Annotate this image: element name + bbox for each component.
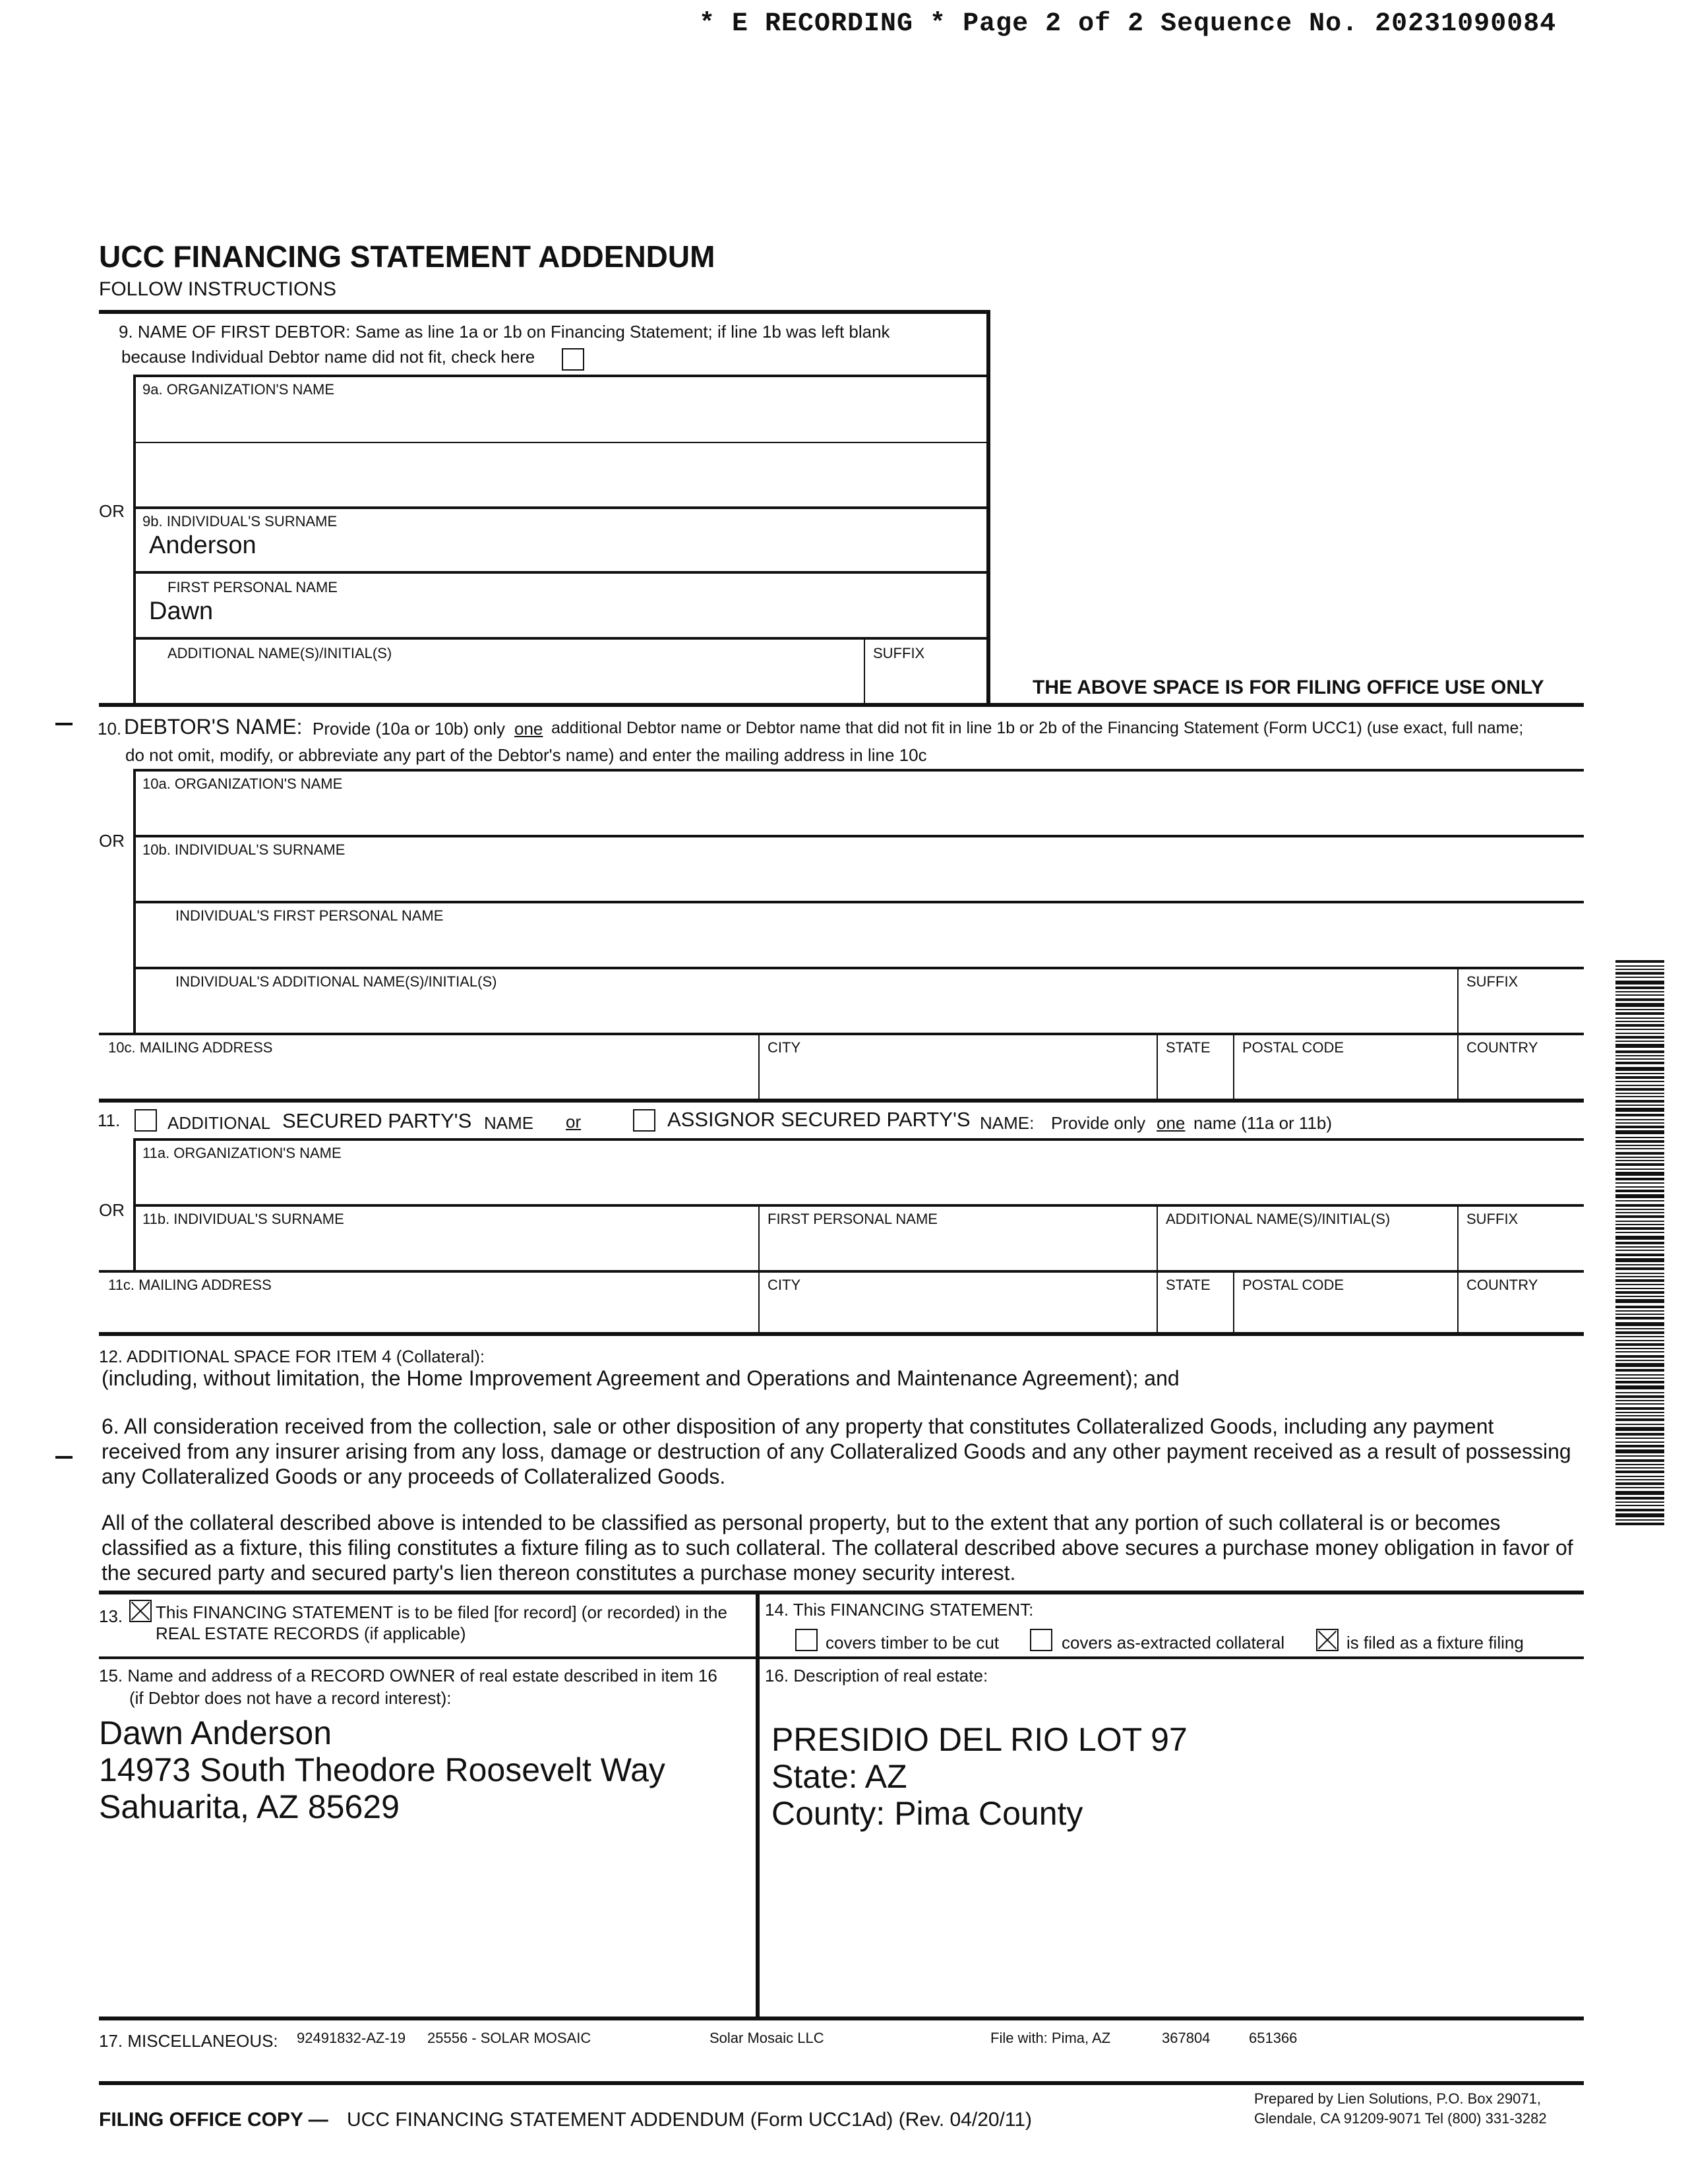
item10b-surname-label: 10b. INDIVIDUAL'S SURNAME [142, 841, 346, 858]
item11-additional: ADDITIONAL [167, 1113, 271, 1133]
item16-label: 16. Description of real estate: [765, 1666, 988, 1685]
item10-or: OR [99, 831, 125, 851]
item11b-surname-label: 11b. INDIVIDUAL'S SURNAME [142, 1211, 344, 1227]
item9-suffix-label: SUFFIX [873, 645, 925, 661]
item10-city-label: CITY [768, 1039, 801, 1056]
additional-secured-party-checkbox[interactable] [135, 1109, 157, 1132]
item11-state-label: STATE [1166, 1277, 1211, 1293]
item10-text-b: additional Debtor name or Debtor name that did not fit in line 1b or 2b of the Financing Statement (Form UCC1) (use exact, full name; [551, 719, 1524, 737]
item9-label-line2: because Individual Debtor name did not fit, check here [121, 347, 535, 367]
item10-text-a: Provide (10a or 10b) only [313, 719, 505, 739]
covers-timber-checkbox[interactable] [795, 1629, 818, 1651]
item11-postal-label: POSTAL CODE [1242, 1277, 1344, 1293]
form-title: UCC FINANCING STATEMENT ADDENDUM [99, 239, 715, 274]
item12-line1: (including, without limitation, the Home Improvement Agreement and Operations and Maintenance Agreement); and [102, 1366, 1180, 1390]
item10-text-line2: do not omit, modify, or abbreviate any part of the Debtor's name) and enter the mailing address in line 10c [125, 745, 927, 765]
item10-additional-label: INDIVIDUAL'S ADDITIONAL NAME(S)/INITIAL(S) [175, 973, 497, 990]
real-estate-line3: County: Pima County [771, 1795, 1083, 1832]
item12-para1: 6. All consideration received from the collection, sale or other disposition of any property that constitutes Collateralized Goods, including any payment received from any insurer arising from any loss, damage or destruction of any Collateralized Goods and any other payment received as a result of possessing any Collateralized Goods or any proceeds of Collateralized Goods. [102, 1414, 1571, 1488]
item11-secured: SECURED PARTY'S [282, 1109, 472, 1132]
item13-real-estate-checkbox[interactable] [129, 1600, 152, 1622]
item13-line2: REAL ESTATE RECORDS (if applicable) [156, 1623, 466, 1643]
misc-value-1: 92491832-AZ-19 [297, 2030, 406, 2046]
item11-or: OR [99, 1200, 125, 1220]
item10-first-name-label: INDIVIDUAL'S FIRST PERSONAL NAME [175, 907, 444, 924]
footer-copy: FILING OFFICE COPY — [99, 2109, 328, 2131]
item11-num: 11. [98, 1110, 121, 1130]
fixture-filing-checkbox[interactable] [1316, 1629, 1339, 1651]
item11a-org-label: 11a. ORGANIZATION'S NAME [142, 1145, 342, 1161]
filing-office-use-note: THE ABOVE SPACE IS FOR FILING OFFICE USE ONLY [1033, 677, 1544, 698]
item12-label: 12. ADDITIONAL SPACE FOR ITEM 4 (Collateral): [99, 1347, 485, 1366]
record-owner-street: 14973 South Theodore Roosevelt Way [99, 1751, 665, 1788]
item10a-org-label: 10a. ORGANIZATION'S NAME [142, 775, 343, 792]
item11-suffix-label: SUFFIX [1466, 1211, 1519, 1227]
misc-value-4: File with: Pima, AZ [990, 2030, 1111, 2046]
item10-postal-label: POSTAL CODE [1242, 1039, 1344, 1056]
item14-label: 14. This FINANCING STATEMENT: [765, 1600, 1034, 1620]
misc-value-5: 367804 [1162, 2030, 1211, 2046]
item9b-surname-value: Anderson [149, 531, 256, 559]
form-subtitle: FOLLOW INSTRUCTIONS [99, 278, 337, 300]
item11c-mailing-label: 11c. MAILING ADDRESS [108, 1277, 272, 1293]
item10c-mailing-label: 10c. MAILING ADDRESS [108, 1039, 273, 1056]
item11-name2: NAME: [980, 1113, 1035, 1133]
item9-first-name-value: Dawn [149, 597, 214, 625]
assignor-secured-party-checkbox[interactable] [633, 1109, 655, 1132]
item13-num: 13. [99, 1606, 123, 1626]
item10-num: 10. [98, 719, 122, 739]
barcode [1615, 960, 1664, 1530]
item10-title: DEBTOR'S NAME: [124, 715, 303, 739]
item11-additional-label: ADDITIONAL NAME(S)/INITIAL(S) [1166, 1211, 1391, 1227]
item9a-org-label: 9a. ORGANIZATION'S NAME [142, 381, 335, 398]
record-owner-name: Dawn Anderson [99, 1714, 332, 1751]
misc-value-3: Solar Mosaic LLC [709, 2030, 824, 2046]
item11-country-label: COUNTRY [1466, 1277, 1538, 1293]
item11-provide-b: name (11a or 11b) [1193, 1113, 1333, 1133]
recording-header: * E RECORDING * Page 2 of 2 Sequence No. 20231090084 [699, 9, 1557, 39]
item15-label-line2: (if Debtor does not have a record interest): [129, 1688, 452, 1708]
item10-suffix-label: SUFFIX [1466, 973, 1519, 990]
item13-line1: This FINANCING STATEMENT is to be filed [for record] (or recorded) in the [156, 1602, 727, 1622]
misc-value-2: 25556 - SOLAR MOSAIC [427, 2030, 591, 2046]
item9-label: 9. NAME OF FIRST DEBTOR: Same as line 1a or 1b on Financing Statement; if line 1b was left blank [119, 322, 890, 342]
covers-as-extracted-checkbox[interactable] [1030, 1629, 1052, 1651]
item11-provide-one: one [1157, 1113, 1186, 1133]
item12-para2: All of the collateral described above is intended to be classified as personal property, but to the extent that any portion of such collateral is or becomes classified as a fixture, this filing constitutes a fixture filing as to such collateral. The collateral described above secures a purchase money obligation in favor of the secured party and secured party's lien thereon constitutes a purchase money security interest. [102, 1511, 1573, 1585]
item11-assignor: ASSIGNOR SECURED PARTY'S [667, 1108, 971, 1131]
item10-country-label: COUNTRY [1466, 1039, 1538, 1056]
item10-state-label: STATE [1166, 1039, 1211, 1056]
real-estate-line1: PRESIDIO DEL RIO LOT 97 [771, 1721, 1188, 1758]
item9-check-here-checkbox[interactable] [562, 348, 584, 371]
real-estate-line2: State: AZ [771, 1758, 907, 1795]
item11-or-word: or [566, 1112, 582, 1132]
item9-first-name-label: FIRST PERSONAL NAME [167, 579, 338, 595]
footer-prepared-line2: Glendale, CA 91209-9071 Tel (800) 331-3282 [1254, 2110, 1547, 2127]
item14-opt1: covers timber to be cut [826, 1633, 999, 1653]
record-owner-city-line: Sahuarita, AZ 85629 [99, 1788, 400, 1825]
item11-first-name-label: FIRST PERSONAL NAME [768, 1211, 938, 1227]
item15-label: 15. Name and address of a RECORD OWNER of real estate described in item 16 [99, 1666, 717, 1685]
item11-city-label: CITY [768, 1277, 801, 1293]
footer-prepared-line1: Prepared by Lien Solutions, P.O. Box 29071, [1254, 2090, 1541, 2107]
item9b-surname-label: 9b. INDIVIDUAL'S SURNAME [142, 513, 338, 530]
item9-or: OR [99, 501, 125, 521]
item11-provide-a: Provide only [1051, 1113, 1146, 1133]
footer-form-name: UCC FINANCING STATEMENT ADDENDUM (Form UCC1Ad) (Rev. 04/20/11) [347, 2109, 1033, 2131]
item14-opt3: is filed as a fixture filing [1346, 1633, 1524, 1653]
item10-text-one: one [514, 719, 543, 739]
item14-opt2: covers as-extracted collateral [1062, 1633, 1285, 1653]
misc-value-6: 651366 [1249, 2030, 1298, 2046]
item9-additional-label: ADDITIONAL NAME(S)/INITIAL(S) [167, 645, 392, 661]
item11-name: NAME [484, 1113, 534, 1133]
item17-label: 17. MISCELLANEOUS: [99, 2031, 278, 2051]
